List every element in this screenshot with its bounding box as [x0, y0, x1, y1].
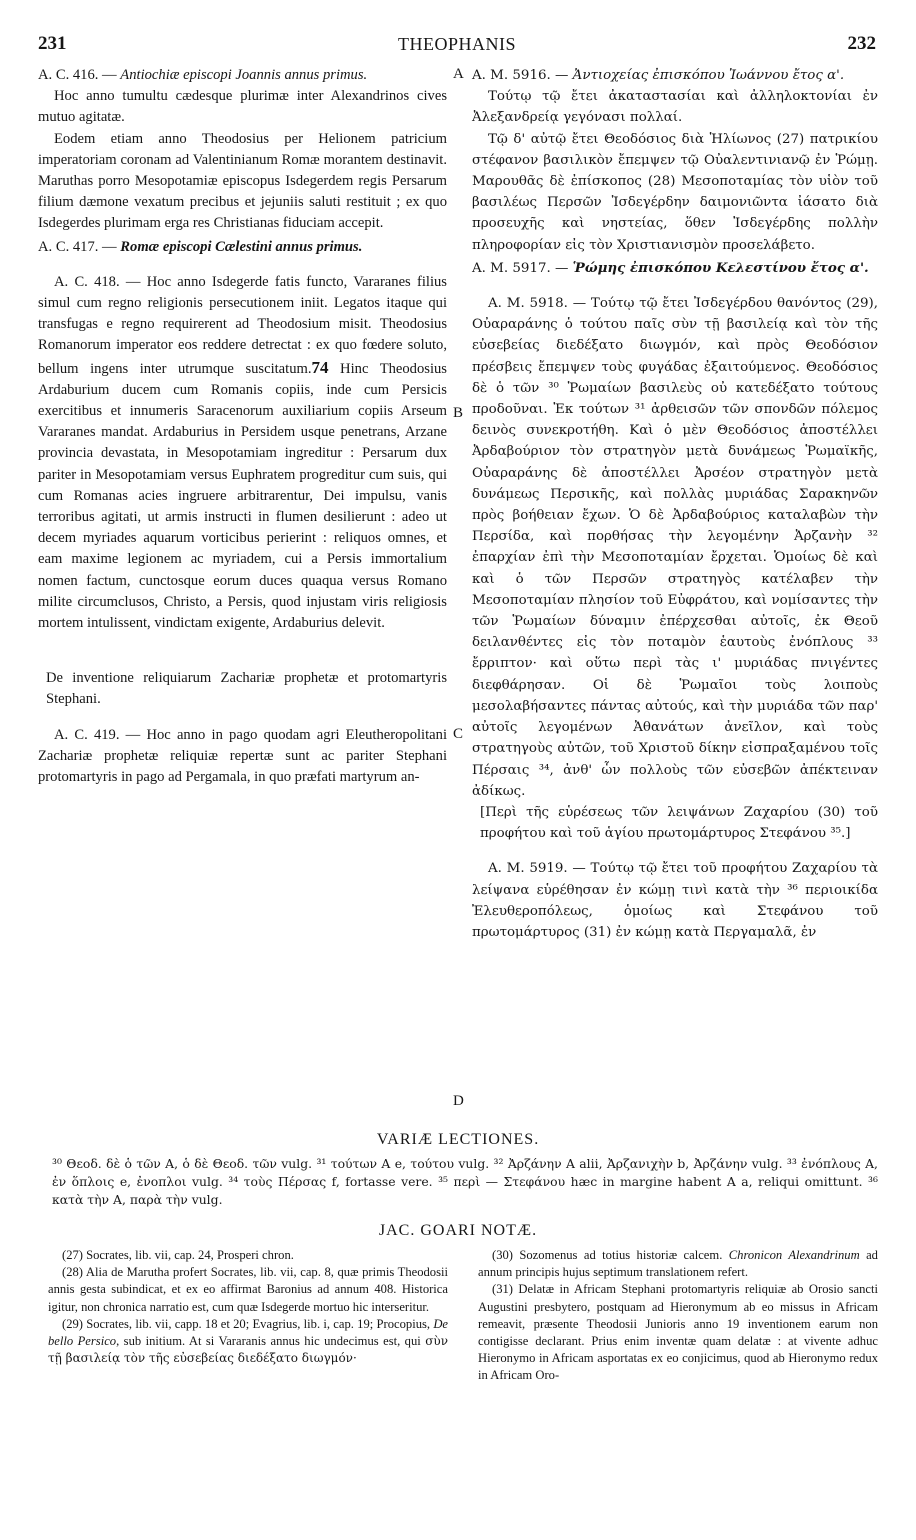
- latin-entry-419: A. C. 419. — Hoc anno in pago quodam agri Eleutheropolitani Zachariæ prophetæ reliquiæ repertæ sunt ac pariter Stephani protomartyris in pago ad Pergamala, in quo præfati martyrum an-: [38, 726, 447, 786]
- page-number-right: 232: [847, 33, 876, 54]
- latin-section-heading: De inventione reliquiarum Zachariæ prophetæ et protomartyris Stephani.: [46, 670, 447, 708]
- note-28: (28) Alia de Marutha profert Socrates, lib. vii, cap. 8, quæ primis Theodosii annis gesta subindicat, et ex eo affirmat Baronius ad annum 408. Historica igitur, non chronica narratio est, cum quæ Isdegerde mortuo hic interseritur.: [48, 1265, 448, 1314]
- latin-entry-416-heading: A. C. 416. — Antiochiæ episcopi Joannis annus primus.: [38, 67, 368, 83]
- margin-letter-a: A: [453, 66, 464, 82]
- notes-right-column: [478, 1247, 878, 1385]
- old-page-number: 74: [311, 357, 329, 377]
- note-31: (31) Delatæ in Africam Stephani protomartyris reliquiæ ab Orosio sancti Augustini presbytero, postquam ad Hieronymum ab eo missus in Africam remeavit, præsente Theodosii Junioris anno 19 inventionem earum non contigisse declarant. Prius enim inventæ quam delatæ : at vivente adhuc Hieronymo in Africam asportatas ex eo conjicimus, quod ab Hieronymo redux in Africam Oro-: [478, 1282, 878, 1383]
- running-header: [38, 33, 876, 63]
- greek-entry-5916-text: Τούτῳ τῷ ἔτει ἀκαταστασίαι καὶ ἀλληλοκτονίαι ἐν Ἀλεξανδρείᾳ γεγόνασι πολλαί.: [472, 89, 878, 126]
- latin-column: [38, 65, 447, 788]
- variae-lectiones-text: ³⁰ Θεοδ. δὲ ὁ τῶν A, ὁ δὲ Θεοδ. τῶν vulg. ³¹ τούτων A e, τούτου vulg. ³² Ἀρζάνην A alii, Ἀρζανιχὴν b, Ἀρζάνην vulg. ³³ ἐνόπλους A, ἐν ὅπλοις e, ἐνοπλοι vulg. ³⁴ τοὺς Πέρσας f, fortasse vere. ³⁵ περὶ — Στεφάνου hæc in margine habent A a, reliqui omittunt. ³⁶ κατὰ τὴν A, παρὰ τὴν vulg.: [52, 1156, 878, 1207]
- greek-entry-5916-text-2: Τῷ δ' αὐτῷ ἔτει Θεοδόσιος διὰ Ἡλίωνος (27) πατρικίου στέφανον βασιλικὸν ἔπεμψεν τῷ Οὐαλεντινιανῷ ἐν Ῥώμῃ. Μαρουθᾶς δὲ ἐπίσκοπος (28) Μεσοποταμίας τὸν υἱὸν τοῦ βασιλέως Περσῶν Ἰσδεγέρδην δαιμονιῶντα ἰάσατο διὰ προσευχῆς καὶ νηστείας, ὅθεν Ἰσδεγέρδης πολλὴν πληροφορίαν εἰς τὸν Χριστιανισμὸν προσελάβετο.: [472, 131, 878, 253]
- greek-entry-5918: A. M. 5918. — Τούτῳ τῷ ἔτει Ἰσδεγέρδου θανόντος (29), Οὐαραράνης ὁ τούτου παῖς σὺν τῇ βασιλείᾳ καὶ τὸν τῆς εὐσεβείας διεδέξατο διωγμόν, καὶ πρὸς Θεοδόσιον πρέσβεις ἔπεμψεν τοὺς φυγάδας ἐξαιτούμενος. Θεοδόσιος δὲ ὁ τῶν ³⁰ Ῥωμαίων βασιλεὺς οὐ κατεδέξατο τούτους προδοῦναι. Ἐκ τούτων ³¹ ἀρθεισῶν τῶν σπονδῶν πόλεμος δεινὸς συνεκροτήθη. Καὶ ὁ μὲν Θεοδόσιος ἀποστέλλει Ἀρδαβούριον τὸν στρατηγὸν μετὰ δυνάμεως Ῥωμαϊκῆς, Οὐαραράνης δὲ ἀποστέλλει Ἀρσέον στρατηγὸν μετὰ δυνάμεως Περσικῆς, καὶ πολλὰς μυριάδας Σαρακηνῶν πρὸς βοήθειαν ἔχων. Ὁ δὲ Ἀρδαβούριος καταλαβὼν τὴν Περσίδα, καὶ πορθήσας τὴν λεγομένην Ἀρζανὴν ³² ἐπαρχίαν ἐπὶ τὴν Μεσοποταμίαν ἔρχεται. Ὁμοίως δὲ καὶ καὶ ὁ τῶν Περσῶν στρατηγὸς κατέλαβεν τὴν Μεσοποταμίαν πλησίον τοῦ Εὐφράτου, καὶ νομίσαντες τὴν τῶν Ῥωμαίων δύναμιν ἐπέρχεσθαι αὐτοῖς, ἐκ Θεοῦ δειλανθέντες εἰς τὸν ποταμὸν ἑαυτοὺς ἐνόπλους ³³ ἔρριπτον· καὶ οὕτω περὶ τὰς ι' μυριάδας πνιγέντες διεφθάρησαν. Οἱ δὲ Ῥωμαῖοι τοὺς λοιποὺς μεσολαβήσαντες πάντας αὐτούς, καὶ τὴν μυριάδα τῶν παρ' αὐτοῖς λεγομένων Ἀθανάτων ἀνεῖλον, καὶ τοὺς στρατηγοὺς αὐτῶν, τοῦ Χριστοῦ δίκην εἰσπραξαμένου τοῖς Πέρσαις ³⁴, ἀνθ' ὧν πολλοὺς τῶν εὐσεβῶν ἀπέκτειναν ἀδίκως.: [472, 296, 878, 799]
- latin-entry-416-text: Hoc anno tumultu cædesque plurimæ inter Alexandrinos cives mutuo agitatæ.: [38, 88, 447, 126]
- variae-lectiones-title: VARIÆ LECTIONES.: [376, 1131, 540, 1148]
- latin-entry-417-heading: A. C. 417. — Romæ episcopi Cælestini annus primus.: [38, 238, 363, 255]
- notes-title: JAC. GOARI NOTÆ.: [378, 1222, 538, 1239]
- note-27: (27) Socrates, lib. vii, cap. 24, Prosperi chron.: [62, 1248, 294, 1262]
- page-number-left: 231: [38, 33, 67, 54]
- margin-letter-b: B: [453, 405, 464, 421]
- greek-entry-5919: A. M. 5919. — Τούτῳ τῷ ἔτει τοῦ προφήτου Ζαχαρίου τὰ λείψανα εὑρέθησαν ἐν κώμῃ τινὶ κατὰ τὴν ³⁶ περιοικίδα Ἐλευθεροπόλεως, ὁμοίως καὶ Στεφάνου τοῦ πρωτομάρτυρος (31) ἐν κώμῃ κατὰ Περγαμαλᾶ, ἐν: [472, 861, 878, 940]
- notes-left-column: [48, 1247, 448, 1367]
- note-30: (30) Sozomenus ad totius historiæ calcem. Chronicon Alexandrinum ad annum principis hujus septimum translationem refert.: [478, 1248, 878, 1280]
- greek-section-heading: [Περὶ τῆς εὑρέσεως τῶν λειψάνων Ζαχαρίου (30) τοῦ προφήτου καὶ τοῦ ἁγίου πρωτομάρτυρος Στεφάνου ³⁵.]: [480, 804, 878, 842]
- margin-letter-d: D: [453, 1093, 464, 1109]
- margin-letter-c: C: [453, 726, 464, 742]
- latin-entry-416-text-2: Eodem etiam anno Theodosius per Helionem patricium imperatoriam coronam ad Valentinianum Romæ morantem destinavit. Maruthas porro Mesopotamiæ episcopus Isdegerdem regis Persarum filium dæmone vexatum precibus et jejuniis saluti restituit ; ex quo Isdegerdes plurimam erga res Christianas fiduciam accepit.: [38, 130, 447, 232]
- greek-entry-5916-heading: A. M. 5916. — Ἀντιοχείας ἐπισκόπου Ἰωάννου ἔτος α'.: [472, 68, 845, 83]
- greek-entry-5917-heading: A. M. 5917. — Ῥώμης ἐπισκόπου Κελεστίνου ἔτος α'.: [472, 259, 869, 276]
- latin-entry-418: A. C. 418. — Hoc anno Isdegerde fatis functo, Vararanes filius simul cum regno religionis persecutionem iniit. Legatos itaque qui transfugas e regno requirerent ad Theodosium misit. Theodosius Romanorum imperator eos reddere detrectat : ex quo fœdere soluto, bellum ingens inter utrumque suscitatum.74 Hinc Theodosius Ardaburium ducem cum Romanis copiis, inde cum Persicis exercitibus et innumeris Saracenorum auxiliarium copiis Arseum Vararanes mandat. Ardaburius in Persidem usque penetrans, Arzane provincia devastata, in Mesopotamiam ingreditur : Persarum dux pariter in Mesopotamiam versus Euphratem progreditur cum suis, qui cum Romanas acies ingruere arbitrarentur, Dei impulsu, vanis terroribus agitati, ut armis instructi in flumen desilierunt : adeo ut decem myriades aquarum vorticibus perierint : reliquos omnes, et eam maxime legionem ac myriadem, cui a Persis immortalium nomen factum, cunctosque eorum duces quaqua versus Romano milite circumclusos, Christo, a Persis, quod injustam viris religiosis mortem intulissent, vindictam exigente, Ardaburius delevit.: [38, 273, 447, 632]
- running-title: THEOPHANIS: [397, 34, 516, 54]
- note-29: (29) Socrates, lib. vii, capp. 18 et 20; Evagrius, lib. i, cap. 19; Procopius, De bello Persico, sub initium. At si Vararanis annus hic undecimus est, qui σὺν τῇ βασιλείᾳ τὸν τῆς εὐσεβείας διεδέξατο διωγμόν·: [48, 1316, 448, 1366]
- greek-column: [472, 65, 878, 943]
